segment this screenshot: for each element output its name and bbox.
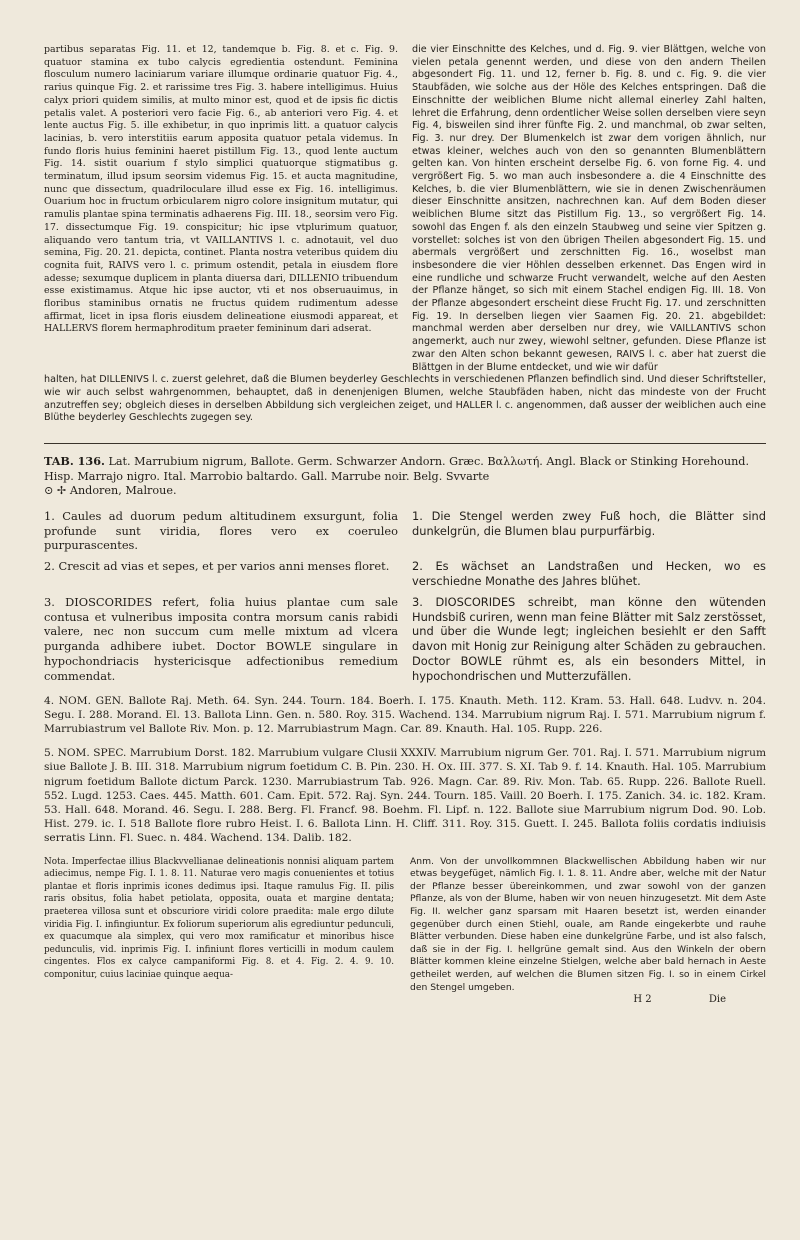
latin-top-text: partibus separatas Fig. 11. et 12, tandemque b. Fig. 8. et c. Fig. 9. quatuor stamina ex tubo calycis egredientia ostendunt. Feminina flosculum numero laciniarum variare illumque ordinarie quatuor Fig. 4., rarius quinque Fig. 2. et rarissime tres Fig. 3. habere intelligimus. Huius calyx priori quidem similis, at multo minor est, quod et de ipsis fic dictis petalis valet. A posteriori vero facie Fig. 6., ab anteriori vero Fig. 4. et lente auctus Fig. 5. ille exhibetur, in quo inprimis litt. a quatuor calycis lacinias, b. vero interstitiis earum apposita quatuor petala videmus. In fundo floris huius feminini haeret pistillum Fig. 13., quod lente auctum Fig. 14. sistit ouarium f stylo simplici quatuorque stigmatibus g. terminatum, illud ipsum seorsim videmus Fig. 15. et aucta magnitudine, nunc que dissectum, quadriloculare illud esse ex Fig. 16. intelligimus. Ouarium hoc in fructum orbicularem nigro colore insignitum mutatur, qui ramulis plantae spina terminatis adhaerens Fig. III. 18., seorsim vero Fig. 17. dissectumque Fig. 19. conspicitur; hic ipse vtplurimum quatuor, aliquando vero tantum tria, vt VAILLANTIVS l. c. adnotauit, vel duo semina, Fig. 20. 21. depicta, continet. Planta nostra veteribus quidem diu cognita fuit, RAIVS vero l. c. primum ostendit, petala in eiusdem flore adesse; sexumque duplicem in planta diuersa dari, DILLENIO tribuendum esse existimamus. Atque hic ipse auctor, vti et nos obseruauimus, in floribus staminibus ornatis ne fructus quidem rudimentum adesse affirmat, licet in ipsa floris eiusdem delineatione eiusmodi appareat, et HALLERVS florem hermaphroditum praeter femininum dari adserat. — [44, 44, 398, 335]
item-3-latin: 3. DIOSCORIDES refert, folia huius plantae cum sale contusa et vulneribus imposita contra morsum canis rabidi valere, nec non succum cum melle mixtum ad vlcera purganda adhibere iubet. Doctor BOWLE singulare in hypochondriacis hystericisque adfectionibus remedium commendat. — [44, 594, 398, 683]
page-signature — [44, 994, 766, 1005]
tab-heading — [44, 454, 766, 499]
tab-names-line1: Lat. Marrubium nigrum, Ballote. Germ. Schwarzer Andorn. Græc. Βαλλωτή. Angl. Black or Stinking Horehound. Hisp. Marrajo nigro. Ital. Marrobio baltardo. Gall. Marrube noir. Belg. Svvarte — [44, 455, 750, 483]
item-3-german: 3. DIOSCORIDES schreibt, man könne den wütenden Hundsbiß curiren, wenn man feine Blätter mit Salz zerstösset, und über die Wunde legt; ingleichen besiehlt er den Safft davon mit Honig zur Reinigung alter Schäden zu gebrauchen. Doctor BOWLE rühmt es, als ein besonders Mittel, in hypochondrischen und Mutterzufällen. — [412, 594, 766, 683]
german-continuation-text: halten, hat DILLENIVS l. c. zuerst gelehret, daß die Blumen beyderley Geschlechts in verschiedenen Pflanzen befindlich sind. Und dieser Schriftsteller, wie wir auch selbst wahrgenommen, behauptet, daß in denenjenigen Blumen, welche Staubfäden haben, nicht das mindeste von der Frucht anzutreffen sey; obgleich dieses in derselben Abbildung sich vergleichen zeiget, und HALLER l. c. angenommen, daß ausser der weiblichen auch eine Blüthe beyderley Geschlechts zugegen sey. — [44, 374, 766, 424]
catchword: Die — [708, 994, 726, 1006]
nom-spec-paragraph: 5. NOM. SPEC. Marrubium Dorst. 182. Marrubium vulgare Clusii XXXIV. Marrubium nigrum Ger. 701. Raj. I. 571. Marrubium nigrum siue Ballote J. B. III. 318. Marrubium nigrum foetidum C. B. Pin. 230. H. Ox. III. 377. S. XI. Tab 9. f. 14. Knauth. Hal. 105. Marrubium nigrum foetidum Ballote dictum Parck. 1230. Marrubiastrum Tab. 926. Magn. Car. 89. Riv. Mon. Tab. 65. Rupp. 226. Ballote Ruell. 552. Lugd. 1253. Caes. 445. Matth. 601. Cam. Epit. 572. Raj. Syn. 244. Tourn. 185. Vaill. 20 Boerh. I. 175. Zanich. 34. ic. 182. Kram. 53. Hall. 648. Morand. 46. Segu. I. 288. Berg. Fl. Francf. 98. Boehm. Fl. Lipf. n. 122. Ballote siue Marrubium nigrum Dod. 90. Lob. Hist. 279. ic. I. 518 Ballote flore rubro Heist. I. 6. Ballota Linn. H. Cliff. 311. Roy. 315. Guett. I. 245. Ballota foliis cordatis indiuisis serratis Linn. Fl. Suec. n. 484. Wachend. 134. Dalib. 182. — [44, 747, 766, 845]
item-2 — [44, 559, 766, 589]
nota-columns — [44, 856, 766, 995]
item-1-latin: 1. Caules ad duorum pedum altitudinem exsurgunt, folia profunde sunt viridia, flores vero ex coeruleo purpurascentes. — [44, 508, 398, 553]
nota-latin: Nota. Imperfectae illius Blackvvellianae delineationis nonnisi aliquam partem adiecimus, nempe Fig. I. 1. 8. 11. Naturae vero magis conuenientes et totius plantae et floris inprimis icones dedimus ipsi. Itaque ramulus Fig. II. pilis raris obsitus, folia habet petiolata, opposita, ouata et margine dentata; praeterea villosa sunt et obscuriore viridi colore praedita: male ergo dilute viridia Fig. I. infingiuntur. Ex foliorum superiorum alis egrediuntur pedunculi, ex quacumque ala simplex, qui vero mox ramificatur et minoribus hisce pedunculis, vid. inprimis Fig. I. infiniunt flores verticilli in modum caulem cingentes. Flos ex calyce campaniformi Fig. 8. et 4. Fig. 2. 4. 9. 10. componitur, cuius laciniae quinque aequa- — [44, 856, 394, 981]
nota-german: Anm. Von der unvollkommnen Blackwellischen Abbildung haben wir nur etwas beygefüget, nämlich Fig. I. 1. 8. 11. Andre aber, welche mit der Natur der Pflanze besser übereinkommen, und zwar sowohl von der ganzen Pflanze, als von der Blume, haben wir von neuen hinzugesetzt. Mit dem Aste Fig. II. welcher ganz sparsam mit Haaren besetzt ist, werden einander gegenüber durch einen Stiehl, ouale, am Rande eingekerbte und rauhe Blätter verbunden. Diese haben eine dunkelgrüne Farbe, und ist also falsch, daß sie in der Fig. I. hellgrüne gemalt sind. Aus den Winkeln der obern Blätter kommen kleine einzelne Stielgen, welche aber bald hernach in Aeste getheilet werden, auf welchen die Blumen sitzen Fig. I. so in einem Cirkel den Stengel umgeben. — [410, 855, 766, 993]
item-1-german: 1. Die Stengel werden zwey Fuß hoch, die Blätter sind dunkelgrün, die Blumen blau purpurfärbig. — [412, 508, 766, 538]
item-2-german: 2. Es wächset an Landstraßen und Hecken, wo es verschiedne Monathe des Jahres blühet. — [412, 559, 766, 589]
item-2-latin: 2. Crescit ad vias et sepes, et per varios anni menses floret. — [44, 559, 390, 574]
item-3 — [44, 595, 766, 684]
tab-symbols: ⊙ ✢ — [44, 484, 67, 498]
item-1 — [44, 509, 766, 553]
tab-number: TAB. 136. — [44, 454, 105, 469]
signature-mark: H 2 — [633, 994, 652, 1006]
tab-names-line2: Andoren, Malroue. — [69, 484, 177, 498]
section-divider — [44, 443, 766, 444]
german-top-text: die vier Einschnitte des Kelches, und d. Fig. 9. vier Blättgen, welche von vielen petala genennt werden, und diese von den andern Theilen abgesondert Fig. 11. und 12, ferner b. Fig. 8. und c. Fig. 9. die vier Staubfäden, wie solche aus der Höle des Kelches entspringen. Daß die Einschnitte der weiblichen Blume nicht allemal einerley Zahl halten, lehret die Erfahrung, denn ordentlicher Weise sollen derselben viere seyn Fig. 4, bisweilen sind ihrer fünfte Fig. 2. und manchmal, ob zwar selten, Fig. 3. nur drey. Der Blumenkelch ist zwar dem vorigen ähnlich, nur etwas kleiner, welches auch von den so genannten Blumenblättern gelten kan. Von hinten erscheint derselbe Fig. 6. von forne Fig. 4. und vergrößert Fig. 5. wo man auch insbesondere a. die 4 Einschnitte des Kelches, b. die vier Blumenblättern, wie sie in denen Zwischenräumen dieser Einschnitte ansitzen, nachrechnen kan. Auf dem Boden dieser weiblichen Blume sitzt das Pistillum Fig. 13., so vergrößert Fig. 14. sowohl das Engen f. als den einzeln Staubweg und seine vier Spitzen g. vorstellet: solches ist von den übrigen Theilen abgesondert Fig. 15. und abermals vergrößert und zerschnitten Fig. 16., woselbst man insbesondere die vier Höhlen desselben erkennet. Das Engen wird in eine rundliche und schwarze Frucht verwandelt, welche auf den Aesten der Pflanze hänget, so sich mit einem Stachel endigen Fig. III. 18. Von der Pflanze abgesondert erscheint diese Frucht Fig. 17. und zerschnitten Fig. 19. In derselben liegen vier Saamen Fig. 20. 21. abgebildet: manchmal werden aber derselben nur drey, wie VAILLANTIVS schon angemerkt, auch nur zwey, wiewohl seltner, gefunden. Diese Pflanze ist zwar den Alten schon bekannt gewesen, RAIVS l. c. aber hat zuerst die Blättgen in der Blume entdecket, und wie wir dafür — [412, 44, 766, 373]
nom-gen-paragraph: 4. NOM. GEN. Ballote Raj. Meth. 64. Syn. 244. Tourn. 184. Boerh. I. 175. Knauth. Meth. 112. Kram. 53. Hall. 648. Ludvv. n. 204. Segu. I. 288. Morand. El. 13. Ballota Linn. Gen. n. 580. Roy. 315. Wachend. 134. Marrubium nigrum Raj. I. 571. Marrubium nigrum f. Marrubiastrum vel Ballote Riv. Mon. p. 12. Marrubiastrum Magn. Car. 89. Knauth. Hal. 105. Rupp. 226. — [44, 694, 766, 736]
top-columns — [44, 44, 766, 374]
